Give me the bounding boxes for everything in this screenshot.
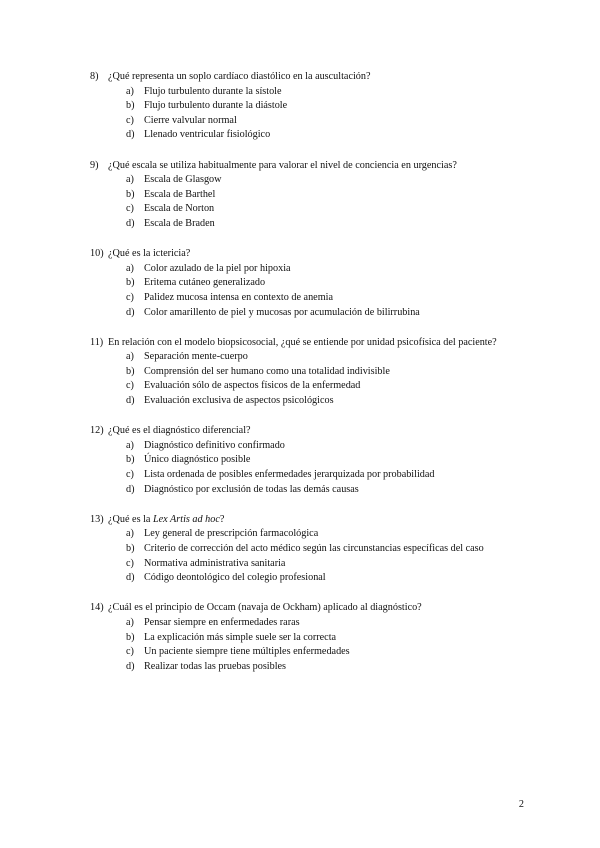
question-text: ¿Cuál es el principio de Occam (navaja de Ockham) aplicado al diagnóstico?: [108, 602, 422, 614]
answer-option: [126, 439, 528, 454]
option-letter: a): [126, 616, 134, 628]
answer-option: [126, 217, 528, 232]
option-letter: c): [126, 646, 134, 658]
answer-option: [126, 571, 528, 586]
option-letter: d): [126, 572, 135, 584]
option-letter: a): [126, 439, 134, 451]
answer-option: [126, 128, 528, 143]
option-text: Realizar todas las pruebas posibles: [144, 660, 287, 672]
option-text: Color amarillento de piel y mucosas por acumulación de bilirrubina: [144, 306, 420, 318]
answer-option: [126, 262, 528, 277]
question-8: [90, 70, 528, 143]
option-text: Evaluación exclusiva de aspectos psicológicos: [144, 395, 334, 407]
answer-option: [126, 114, 528, 129]
question-11: [90, 336, 528, 409]
option-letter: b): [126, 365, 135, 377]
option-letter: d): [126, 217, 135, 229]
question-list: [90, 70, 528, 690]
answer-options: [90, 262, 528, 320]
option-text: Flujo turbulento durante la diástole: [144, 100, 288, 112]
question-header: [90, 247, 528, 262]
option-letter: a): [126, 262, 134, 274]
answer-option: [126, 306, 528, 321]
question-header: [90, 601, 528, 616]
question-number: 9): [90, 159, 99, 171]
option-letter: a): [126, 174, 134, 186]
option-letter: c): [126, 469, 134, 481]
option-letter: d): [126, 483, 135, 495]
answer-options: [90, 85, 528, 143]
answer-option: [126, 527, 528, 542]
option-letter: b): [126, 100, 135, 112]
option-text: Escala de Norton: [144, 203, 215, 215]
option-letter: a): [126, 85, 134, 97]
answer-options: [90, 616, 528, 674]
option-letter: d): [126, 306, 135, 318]
option-letter: a): [126, 528, 134, 540]
option-text: Un paciente siempre tiene múltiples enfermedades: [144, 646, 350, 658]
option-text: Pensar siempre en enfermedades raras: [144, 616, 300, 628]
answer-options: [90, 350, 528, 408]
option-text: Cierre valvular normal: [144, 114, 237, 126]
option-text: Color azulado de la piel por hipoxia: [144, 262, 291, 274]
question-text-after: ?: [219, 513, 225, 525]
option-letter: d): [126, 395, 135, 407]
question-text: ¿Qué escala se utiliza habitualmente para valorar el nivel de conciencia en urgencias?: [108, 159, 457, 171]
answer-option: [126, 616, 528, 631]
option-text: Ley general de prescripción farmacológica: [144, 528, 319, 540]
answer-option: [126, 379, 528, 394]
option-text: Criterio de corrección del acto médico según las circunstancias específicas del caso: [144, 543, 484, 554]
answer-option: [126, 394, 528, 409]
answer-option: [126, 85, 528, 100]
question-header: [90, 513, 528, 528]
option-letter: c): [126, 114, 134, 126]
answer-options: [90, 527, 528, 585]
option-letter: d): [126, 660, 135, 672]
question-13: [90, 513, 528, 586]
answer-option: [126, 202, 528, 217]
option-letter: b): [126, 454, 135, 466]
answer-option: [126, 365, 528, 380]
option-text: Comprensión del ser humano como una totalidad indivisible: [144, 365, 390, 377]
answer-option: [126, 660, 528, 675]
answer-option: [126, 557, 528, 572]
option-text: Único diagnóstico posible: [144, 454, 251, 466]
question-12: [90, 424, 528, 497]
option-letter: c): [126, 557, 134, 569]
question-number: 8): [90, 71, 99, 82]
question-header: [90, 424, 528, 439]
question-header: [90, 159, 528, 174]
answer-option: [126, 276, 528, 291]
question-header: [90, 70, 528, 85]
answer-option: [126, 645, 528, 660]
answer-option: [126, 483, 528, 498]
option-text: Escala de Barthel: [144, 188, 216, 200]
option-letter: b): [126, 543, 135, 554]
option-text: Diagnóstico definitivo confirmado: [144, 439, 285, 451]
question-header: [90, 336, 528, 351]
option-letter: b): [126, 277, 135, 289]
question-text-italic: Lex Artis ad hoc: [152, 513, 220, 525]
option-text: Flujo turbulento durante la sístole: [144, 85, 282, 97]
page-number: 2: [518, 799, 524, 810]
option-letter: c): [126, 203, 134, 215]
answer-option: [126, 99, 528, 114]
question-number: 13): [90, 513, 104, 525]
option-letter: b): [126, 631, 135, 643]
option-text: Lista ordenada de posibles enfermedades jerarquizada por probabilidad: [144, 469, 435, 481]
option-text: Normativa administrativa sanitaria: [144, 557, 286, 569]
answer-option: [126, 468, 528, 483]
answer-option: [126, 350, 528, 365]
option-text: La explicación más simple suele ser la correcta: [144, 631, 337, 643]
question-text: ¿Qué es el diagnóstico diferencial?: [108, 425, 251, 437]
option-letter: a): [126, 351, 134, 363]
option-text: Separación mente-cuerpo: [144, 351, 248, 363]
option-text: Palidez mucosa intensa en contexto de anemia: [144, 291, 333, 303]
answer-option: [126, 291, 528, 306]
question-text: En relación con el modelo biopsicosocial, ¿qué se entiende por unidad psicofísica del paciente?: [108, 336, 497, 348]
option-letter: d): [126, 129, 135, 141]
question-text-before: ¿Qué es la: [108, 513, 153, 525]
option-text: Código deontológico del colegio profesional: [144, 572, 326, 584]
question-number: 12): [90, 425, 104, 437]
question-number: 11): [90, 336, 104, 348]
option-text: Llenado ventricular fisiológico: [144, 129, 271, 141]
answer-options: [90, 439, 528, 497]
question-number: 10): [90, 248, 104, 260]
option-text: Diagnóstico por exclusión de todas las demás causas: [144, 483, 359, 495]
question-14: [90, 601, 528, 674]
question-text: ¿Qué es la ictericia?: [108, 248, 191, 260]
question-10: [90, 247, 528, 320]
option-letter: b): [126, 188, 135, 200]
answer-option: [126, 188, 528, 203]
option-text: Evaluación sólo de aspectos físicos de la enfermedad: [144, 380, 361, 392]
option-text: Escala de Braden: [144, 217, 215, 229]
answer-option: [126, 453, 528, 468]
option-text: Eritema cutáneo generalizado: [144, 277, 266, 289]
answer-option: [126, 631, 528, 646]
answer-options: [90, 173, 528, 231]
answer-option: [126, 542, 528, 557]
question-9: [90, 159, 528, 232]
question-text: [108, 513, 528, 528]
option-text: Escala de Glasgow: [144, 174, 222, 186]
question-text: ¿Qué representa un soplo cardíaco diastólico en la auscultación?: [108, 71, 371, 82]
answer-option: [126, 173, 528, 188]
option-letter: c): [126, 291, 134, 303]
option-letter: c): [126, 380, 134, 392]
question-number: 14): [90, 602, 104, 614]
